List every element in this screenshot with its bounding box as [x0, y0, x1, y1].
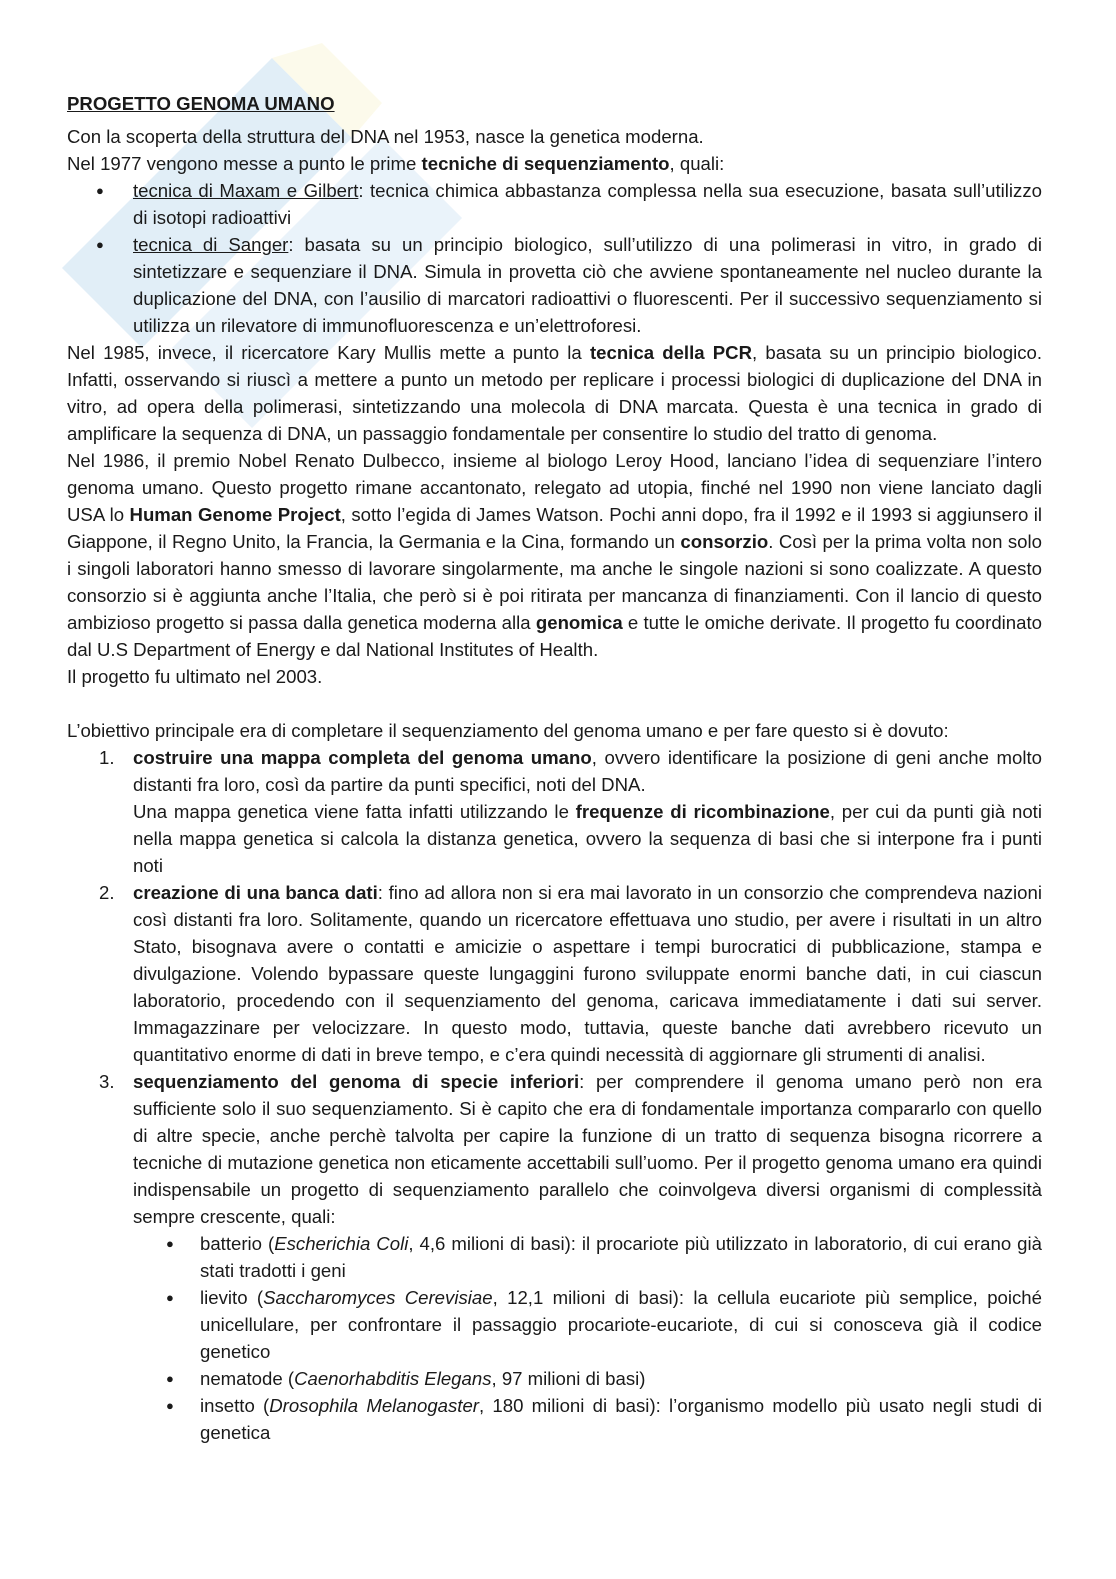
intro-paragraph: Con la scoperta della struttura del DNA nel 1953, nasce la genetica moderna. [67, 126, 704, 147]
list-number: 2. [99, 882, 115, 903]
list-item: ● tecnica di Maxam e Gilbert: tecnica chimica abbastanza complessa nella sua esecuzione, basata sull’utilizzo di isotopi radioattivi [67, 177, 1042, 231]
bullet-icon: ● [96, 237, 104, 252]
list-item: ● nematode (Caenorhabditis Elegans, 97 milioni di basi) [133, 1365, 1042, 1392]
list-item: 3. sequenziamento del genoma di specie inferiori: per comprendere il genoma umano però non era sufficiente solo il suo sequenziamento. Si è capito che era di fondamentale importanza compararlo con quello di altre specie, anche perchè talvolta per capire la funzione di un tratto di sequenza bisogna ricorrere a tecniche di mutazione genetica non eticamente accettabili sull’uomo. Per il progetto genoma umano era quindi indispensabile un progetto di sequenziamento parallelo che coinvolgeva diversi organismi di complessità sempre crescente, quali: ● batterio (Escherichia Coli, 4,6 milioni di basi): il procariote più utilizzato in laboratorio, di cui erano già stati tradotti i geni ● lievito (Saccharomyces Cerevisiae, 12,1 milioni di basi): la cellula eucariote più semplice, poiché unicellulare, per confrontare il passaggio procariote-eucariote, di cui si conosceva già il codice genetico ● nematode (Caenorhabditis Elegans, 97 milioni di basi) ● insetto (Drosophila Melanogaster, 180 milioni di basi): l’organismo modello più usato negli studi di genetica [67, 1068, 1042, 1446]
page-title: PROGETTO GENOMA UMANO [67, 93, 335, 114]
list-item: ● lievito (Saccharomyces Cerevisiae, 12,1 milioni di basi): la cellula eucariote più semplice, poiché unicellulare, per confrontare il passaggio procariote-eucariote, di cui si conosceva già il codice genetico [133, 1284, 1042, 1365]
paragraph-2003: Il progetto fu ultimato nel 2003. [67, 666, 323, 687]
paragraph-1986: Nel 1986, il premio Nobel Renato Dulbecco, insieme al biologo Leroy Hood, lanciano l’idea di sequenziare l’intero genoma umano. Questo progetto rimane accantonato, relegato ad utopia, finché nel 1990 non viene lanciato dagli USA lo Human Genome Project, sotto l’egida di James Watson. Pochi anni dopo, fra il 1992 e il 1993 si aggiunsero il Giappone, il Regno Unito, la Francia, la Germania e la Cina, formando un consorzio. Così per la prima volta non solo i singoli laboratori hanno smesso di lavorare singolarmente, ma anche le singole nazioni si sono coalizzate. A questo consorzio si è aggiunta anche l’Italia, che però si è poi ritirata per mancanza di finanziamenti. Con il lancio di questo ambizioso progetto si passa dalla genetica moderna alla genomica e tutte le omiche derivate. Il progetto fu coordinato dal U.S Department of Energy e dal National Institutes of Health. [67, 450, 1043, 660]
list-number: 1. [99, 747, 115, 768]
spacer [67, 690, 1042, 717]
technique-name: tecnica di Sanger [133, 234, 289, 255]
technique-name: tecnica di Maxam e Gilbert [133, 180, 359, 201]
objective-paragraph: L’obiettivo principale era di completare il sequenziamento del genoma umano e per fare questo si è dovuto: [67, 720, 949, 741]
list-item: ● insetto (Drosophila Melanogaster, 180 milioni di basi): l’organismo modello più usato negli studi di genetica [133, 1392, 1042, 1446]
techniques-list [67, 177, 1042, 339]
list-item: ● batterio (Escherichia Coli, 4,6 milioni di basi): il procariote più utilizzato in laboratorio, di cui erano già stati tradotti i geni [133, 1230, 1042, 1284]
document-page [67, 90, 1042, 1446]
bullet-icon: ● [166, 1371, 174, 1386]
list-item: 1. costruire una mappa completa del genoma umano, ovvero identificare la posizione di geni anche molto distanti fra loro, così da partire da punti specifici, noti del DNA. Una mappa genetica viene fatta infatti utilizzando le frequenze di ricombinazione, per cui da punti già noti nella mappa genetica si calcola la distanza genetica, ovvero la sequenza di basi che si interpone fra i punti noti [67, 744, 1042, 879]
bullet-icon: ● [96, 183, 104, 198]
bullet-icon: ● [166, 1236, 174, 1251]
list-number: 3. [99, 1071, 115, 1092]
bullet-icon: ● [166, 1398, 174, 1413]
bullet-icon: ● [166, 1290, 174, 1305]
paragraph-1977: Nel 1977 vengono messe a punto le prime tecniche di sequenziamento, quali: [67, 153, 725, 174]
list-item: ● tecnica di Sanger: basata su un principio biologico, sull’utilizzo di una polimerasi in vitro, in grado di sintetizzare e sequenziare il DNA. Simula in provetta ciò che avviene spontaneamente nel nucleo durante la duplicazione del DNA, con l’ausilio di marcatori radioattivi o fluorescenti. Per il successivo sequenziamento si utilizza un rilevatore di immunofluorescenza e un’elettroforesi. [67, 231, 1042, 339]
organisms-list [133, 1230, 1042, 1446]
paragraph-1985: Nel 1985, invece, il ricercatore Kary Mullis mette a punto la tecnica della PCR, basata su un principio biologico. Infatti, osservando si riuscì a mettere a punto un metodo per replicare i processi biologici di duplicazione del DNA in vitro, ad opera della polimerasi, sintetizzando una molecola di DNA marcata. Questa è una tecnica in grado di amplificare la sequenza di DNA, un passaggio fondamentale per consentire lo studio del tratto di genoma. [67, 342, 1043, 444]
goals-list [67, 744, 1042, 1446]
list-item: 2. creazione di una banca dati: fino ad allora non si era mai lavorato in un consorzio che comprendeva nazioni così distanti fra loro. Solitamente, quando un ricercatore effettuava uno studio, per avere i risultati in un altro Stato, bisognava avere o contatti e amicizie o aspettare i tempi burocratici di pubblicazione, stampa e divulgazione. Volendo bypassare queste lungaggini furono sviluppate enormi banche dati, in cui ciascun laboratorio, procedendo con il sequenziamento del genoma, caricava immediatamente i dati sui server. Immagazzinare per velocizzare. In questo modo, tuttavia, queste banche dati avrebbero ricevuto un quantitativo enorme di dati in breve tempo, e c’era quindi necessità di aggiornare gli strumenti di analisi. [67, 879, 1042, 1068]
